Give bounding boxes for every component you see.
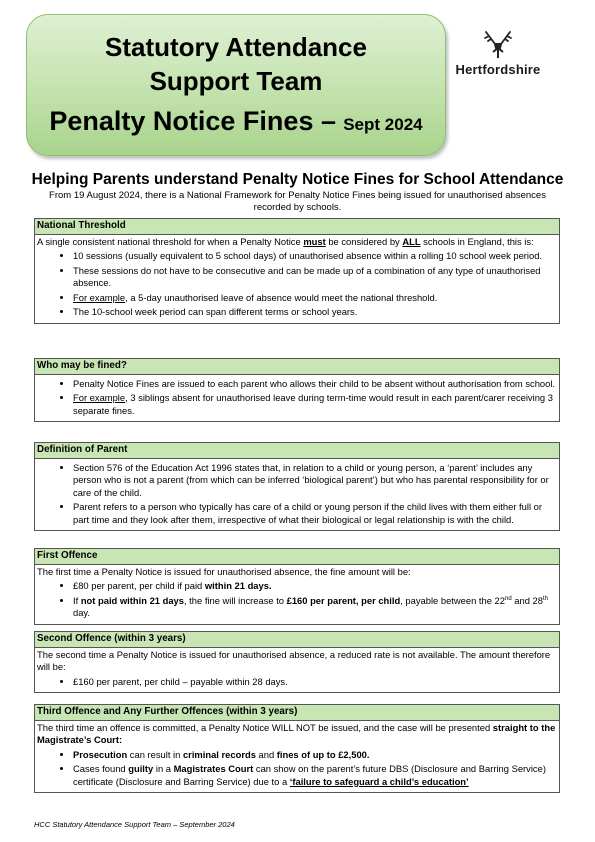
hertfordshire-logo [448, 30, 548, 90]
title-banner [26, 14, 446, 156]
third-offence-section [34, 704, 560, 793]
text: Cases found [73, 763, 129, 774]
intro-text: From 19 August 2024, there is a National Framework for Penalty Notice Fines being issued for unauthorised absences recorded by schools. [49, 190, 546, 213]
who-may-be-fined-section [34, 358, 560, 422]
superscript: th [542, 595, 548, 602]
title-date: Sept 2024 [343, 115, 423, 134]
list-item: • Section 576 of the Education Act 1996 states that, in relation to a child or young person, a ‘parent’ includes any person who is not a parent (from which can be inferred ‘biological parent’) but who has parental responsibility for or care of the child. [73, 462, 557, 500]
list-item [73, 595, 557, 620]
list-item [73, 292, 557, 305]
emphasis-text: ‘failure to safeguard a child’s education’ [289, 775, 469, 787]
section-paragraph [37, 722, 557, 747]
section-title: Third Offence and Any Further Offences (within 3 years) [35, 705, 559, 721]
section-title: Second Offence (within 3 years) [35, 632, 559, 648]
text: in a [153, 763, 174, 774]
national-threshold-section [34, 218, 560, 324]
text: day. [73, 607, 91, 618]
logo-text: Hertfordshire [455, 62, 541, 77]
text: A single consistent national threshold for when a Penalty Notice [37, 235, 304, 247]
section-paragraph: The first time a Penalty Notice is issued for unauthorised absence, the fine amount will be: [37, 565, 411, 577]
list-item: • 10 sessions (usually equivalent to 5 school days) of unauthorised absence within a rolling 10 school week period. [73, 250, 557, 263]
text: can result in [127, 748, 183, 760]
text: £80 per parent, per child if paid [73, 580, 205, 591]
main-heading: Helping Parents understand Penalty Notice Fines for School Attendance [31, 171, 564, 188]
title-line-3-text: Penalty Notice Fines – [49, 106, 336, 136]
title-line-2: Support Team [149, 66, 323, 96]
text: be considered by [325, 235, 403, 247]
title-line-1: Statutory Attendance [105, 32, 367, 62]
bold-text: within 21 days. [204, 580, 272, 591]
definition-of-parent-section [34, 442, 560, 531]
bold-text: not paid within 21 days [80, 594, 184, 606]
superscript: nd [505, 595, 512, 602]
text: , a 5-day unauthorised leave of absence would meet the national threshold. [125, 291, 438, 303]
list-item: • Parent refers to a person who typically has care of a child or young person if the child lives with them either full or part time and they look after them, irrespective of what their biological or legal relationship is with the child. [73, 501, 557, 526]
bold-text: criminal records [182, 748, 256, 760]
emphasis-text: must [303, 235, 326, 247]
text: and 28 [511, 594, 543, 606]
list-item [73, 763, 557, 788]
bold-text: Prosecution [73, 748, 128, 760]
bold-text: fines of up to £2,500. [276, 748, 370, 760]
underlined-text: For example [73, 291, 126, 303]
bold-text: guilty [128, 763, 154, 774]
bold-text: £160 per parent, per child [286, 594, 401, 606]
bold-text: straight to the Magistrate’s Court: [37, 721, 556, 745]
text: , the fine will increase to [183, 594, 287, 606]
title-line-3 [27, 107, 445, 139]
list-item [73, 392, 557, 417]
section-title: Who may be fined? [35, 359, 559, 375]
section-paragraph: The second time a Penalty Notice is issued for unauthorised absence, a reduced rate is not available. The amount therefore will be: [37, 648, 551, 672]
list-item [73, 749, 557, 762]
text: can show on the parent’s future DBS (Disclosure and Barring Service) certificate (Disclosure and Barring Service) due to a [73, 763, 546, 787]
underlined-text: For example [73, 392, 126, 403]
second-offence-section [34, 631, 560, 693]
list-item: • £160 per parent, per child – payable within 28 days. [73, 676, 557, 689]
section-title: First Offence [35, 549, 559, 565]
page-footer: HCC Statutory Attendance Support Team – September 2024 [34, 820, 235, 829]
bold-text: Magistrates Court [173, 763, 254, 774]
emphasis-text: ALL [402, 235, 421, 247]
list-item [73, 580, 557, 593]
text: The third time an offence is committed, a Penalty Notice WILL NOT be issued, and the case will be presented [37, 721, 493, 733]
list-item: • These sessions do not have to be consecutive and can be made up of a combination of any type of unauthorised absence. [73, 265, 557, 290]
list-item: • Penalty Notice Fines are issued to each parent who allows their child to be absent without authorisation from school. [73, 378, 557, 391]
section-title: National Threshold [35, 219, 559, 235]
text: , 3 siblings absent for unauthorised leave during term-time would result in each parent/carer receiving 3 separate fines. [73, 392, 553, 416]
list-item: • The 10-school week period can span different terms or school years. [73, 306, 557, 319]
first-offence-section [34, 548, 560, 625]
section-paragraph [37, 236, 557, 249]
text: , payable between the 22 [400, 594, 505, 606]
section-title: Definition of Parent [35, 443, 559, 459]
text: and [255, 748, 277, 760]
stag-icon [478, 30, 518, 60]
text: If [73, 594, 81, 606]
text: schools in England, this is: [420, 235, 534, 247]
